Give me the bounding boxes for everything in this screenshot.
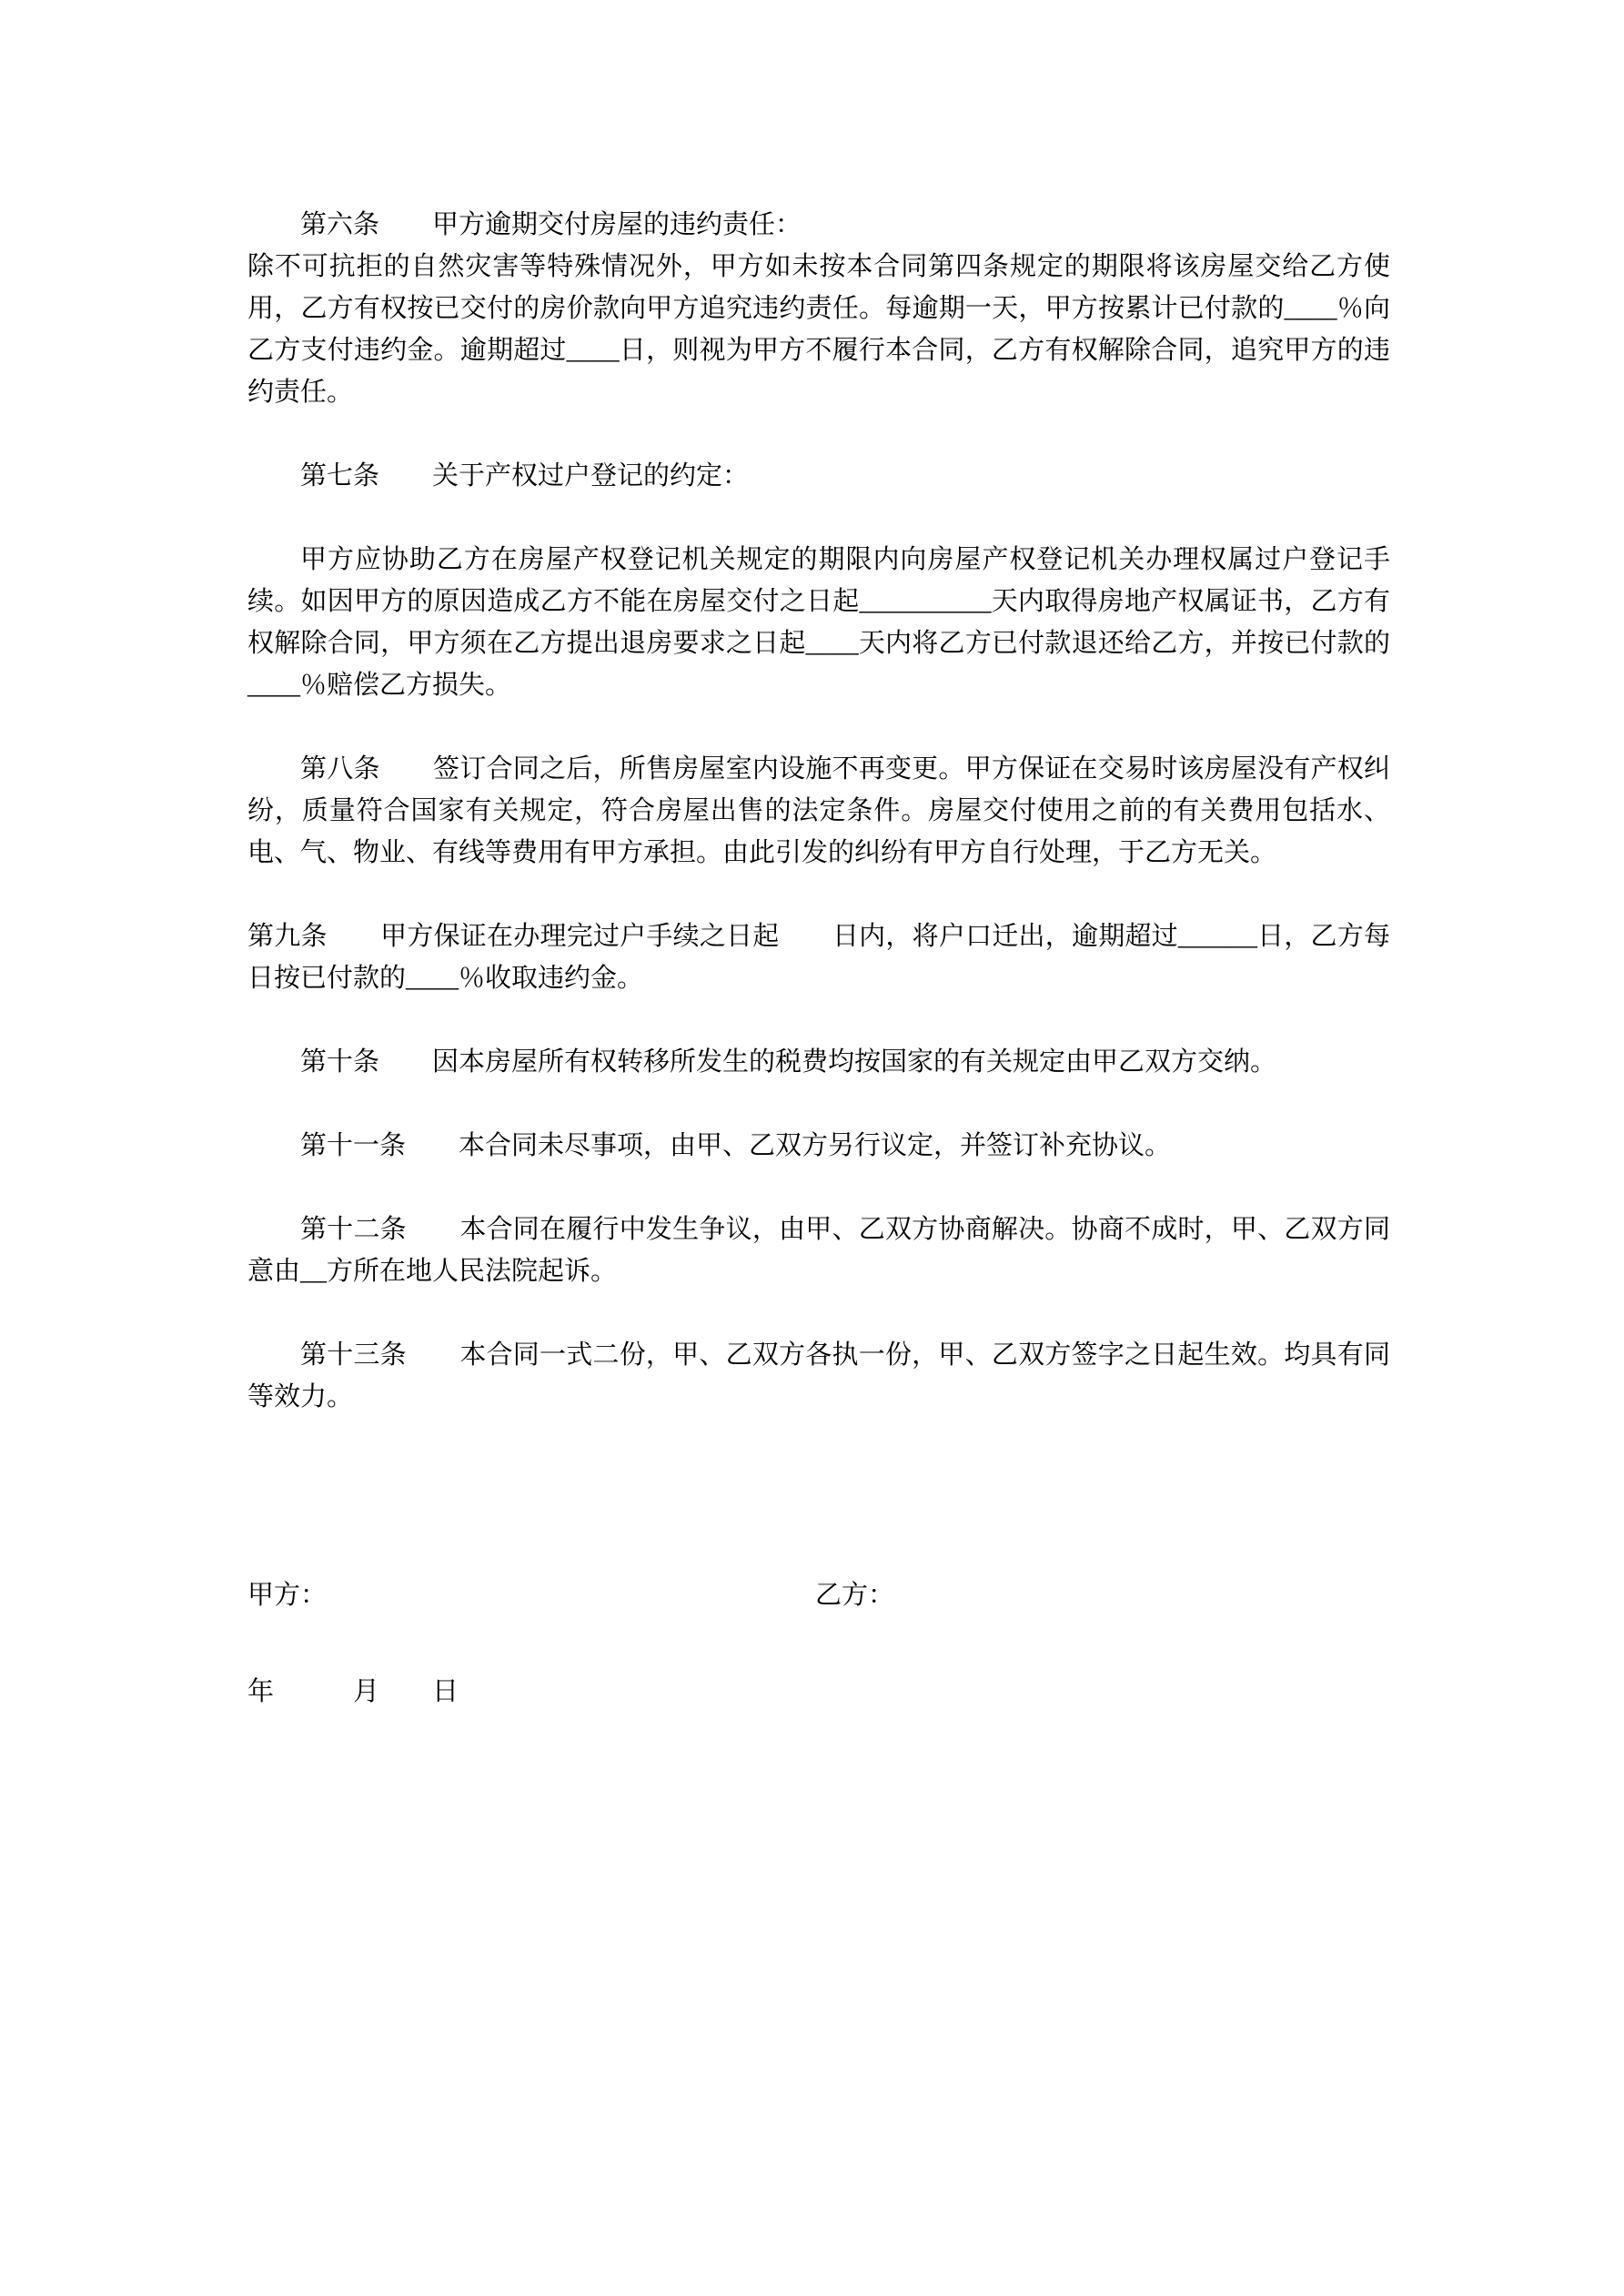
clause-13: 第十三条 本合同一式二份，甲、乙双方各执一份，甲、乙双方签字之日起生效。均具有同等效力。 bbox=[247, 1340, 1390, 1411]
party-a-label: 甲方： bbox=[247, 1581, 328, 1610]
clause-11: 第十一条 本合同未尽事项，由甲、乙双方另行议定，并签订补充协议。 bbox=[300, 1131, 1172, 1160]
clause-8: 第八条 签订合同之后，所售房屋室内设施不再变更。甲方保证在交易时该房屋没有产权纠纷，质量符合国家有关规定，符合房屋出售的法定条件。房屋交付使用之前的有关费用包括水、电、气、物业、有线等费用有甲方承担。由此引发的纠纷有甲方自行处理，于乙方无关。 bbox=[247, 754, 1390, 867]
clause-10: 第十条 因本房屋所有权转移所发生的税费均按国家的有关规定由甲乙双方交纳。 bbox=[300, 1047, 1277, 1077]
clause-7-body: 甲方应协助乙方在房屋产权登记机关规定的期限内向房屋产权登记机关办理权属过户登记手续。如因甲方的原因造成乙方不能在房屋交付之日起__________天内取得房地产权属证书，乙方有权解除合同，甲方须在乙方提出退房要求之日起____天内将乙方已付款退还给乙方，并按已付款的____％赔偿乙方损失。 bbox=[247, 545, 1390, 700]
date-line: 年 月 日 bbox=[247, 1677, 459, 1706]
clause-9: 第九条 甲方保证在办理完过户手续之日起 日内，将户口迁出，逾期超过______日，乙方每日按已付款的____％收取违约金。 bbox=[247, 922, 1390, 993]
signature-row bbox=[247, 1574, 1390, 1616]
party-b-label: 乙方： bbox=[815, 1581, 895, 1610]
clause-12: 第十二条 本合同在履行中发生争议，由甲、乙双方协商解决。协商不成时，甲、乙双方同意由__方所在地人民法院起诉。 bbox=[247, 1215, 1390, 1286]
clause-7-title: 第七条 关于产权过户登记的约定： bbox=[300, 461, 750, 491]
clause-6-body: 除不可抗拒的自然灾害等特殊情况外，甲方如未按本合同第四条规定的期限将该房屋交给乙方使用，乙方有权按已交付的房价款向甲方追究违约责任。每逾期一天，甲方按累计已付款的____％向乙方支付违约金。逾期超过____日，则视为甲方不履行本合同，乙方有权解除合同，追究甲方的违约责任。 bbox=[247, 252, 1390, 407]
clause-6-title: 第六条 甲方逾期交付房屋的违约责任： bbox=[300, 210, 802, 239]
